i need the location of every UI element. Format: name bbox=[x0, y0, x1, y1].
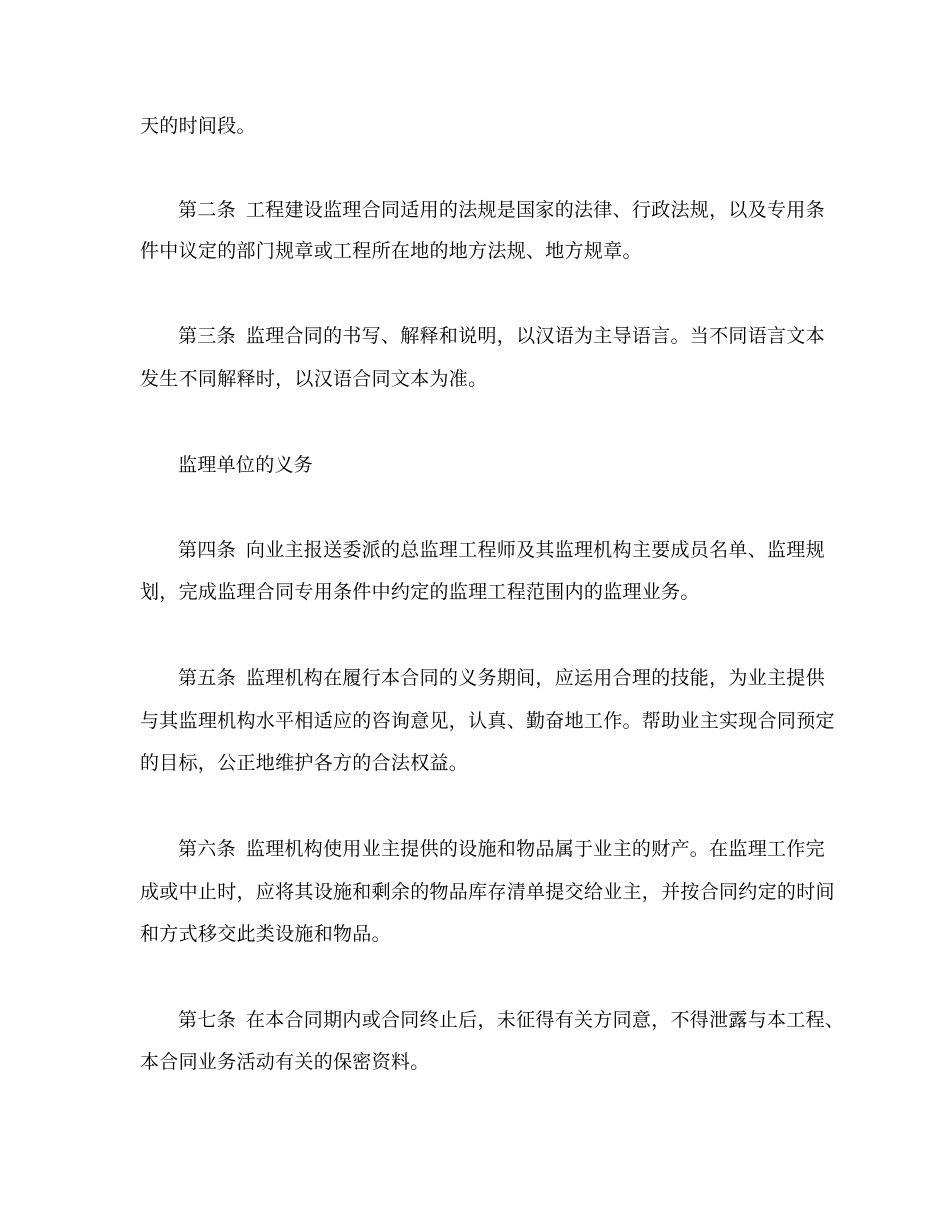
article-6-line-2: 成或中止时，应将其设施和剩余的物品库存清单提交给业主，并按合同约定的时间 bbox=[140, 881, 835, 903]
article-5-number: 第五条 bbox=[178, 667, 236, 689]
article-5-line-1 bbox=[178, 665, 858, 691]
article-3-number: 第三条 bbox=[178, 325, 236, 347]
article-7-number: 第七条 bbox=[178, 1009, 236, 1031]
section-heading: 监理单位的义务 bbox=[178, 454, 314, 476]
article-7-text-1: 在本合同期内或合同终止后，未征得有关方同意，不得泄露与本工程、 bbox=[245, 1009, 845, 1031]
article-2-line-2: 件中议定的部门规章或工程所在地的地方法规、地方规章。 bbox=[140, 240, 642, 262]
article-3-line-1 bbox=[178, 323, 858, 349]
article-2-line-1 bbox=[178, 197, 858, 223]
article-3-line-2: 发生不同解释时，以汉语合同文本为准。 bbox=[140, 368, 488, 390]
article-2-text-1: 工程建设监理合同适用的法规是国家的法律、行政法规，以及专用条 bbox=[245, 199, 825, 221]
article-4-line-2: 划，完成监理合同专用条件中约定的监理工程范围内的监理业务。 bbox=[140, 581, 700, 603]
article-6-line-3: 和方式移交此类设施和物品。 bbox=[140, 923, 391, 945]
article-3-text-1: 监理合同的书写、解释和说明，以汉语为主导语言。当不同语言文本 bbox=[245, 325, 825, 347]
article-7-line-1 bbox=[178, 1007, 858, 1033]
article-4-line-1 bbox=[178, 537, 858, 563]
article-5-text-1: 监理机构在履行本合同的义务期间，应运用合理的技能，为业主提供 bbox=[245, 667, 825, 689]
article-5-line-3: 的目标，公正地维护各方的合法权益。 bbox=[140, 752, 469, 774]
article-4-number: 第四条 bbox=[178, 539, 236, 561]
article-6-number: 第六条 bbox=[178, 838, 236, 860]
article-6-text-1: 监理机构使用业主提供的设施和物品属于业主的财产。在监理工作完 bbox=[245, 838, 825, 860]
article-4-text-1: 向业主报送委派的总监理工程师及其监理机构主要成员名单、监理规 bbox=[245, 539, 825, 561]
article-6-line-1 bbox=[178, 836, 858, 862]
article-7-line-2: 本合同业务活动有关的保密资料。 bbox=[140, 1051, 430, 1073]
article-2-number: 第二条 bbox=[178, 199, 236, 221]
continuation-text: 天的时间段。 bbox=[140, 115, 256, 137]
article-5-line-2: 与其监理机构水平相适应的咨询意见，认真、勤奋地工作。帮助业主实现合同预定 bbox=[140, 710, 835, 732]
